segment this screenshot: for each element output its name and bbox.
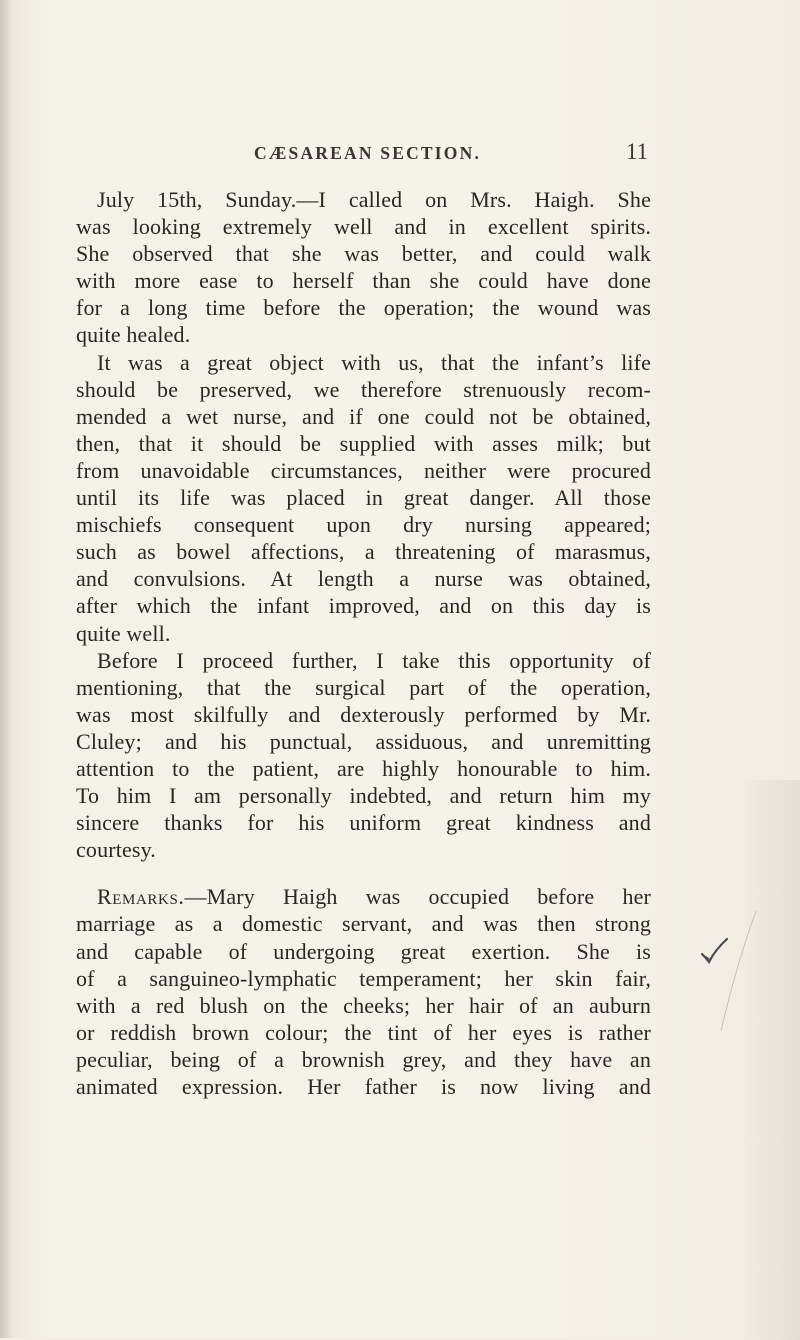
text-line: until its life was placed in great danger. All those [76,485,651,511]
running-title: CÆSAREAN SECTION. [254,143,482,163]
page-number: 11 [626,139,649,164]
text-line: with a red blush on the cheeks; her hair of an auburn [76,992,651,1018]
remarks-lead: Remarks. [97,884,185,910]
text-line: It was a great object with us, that the infant’s life [97,349,651,375]
text-line: from unavoidable circumstances, neither were procured [76,457,651,483]
body-text [76,186,651,1100]
text-line: Before I proceed further, I take this opportunity of [97,647,651,673]
pencil-stroke-icon [716,906,800,1036]
text-line: sincere thanks for his uniform great kindness and [76,810,651,836]
text-line: was most skilfully and dexterously performed by Mr. [76,701,651,727]
text-line: peculiar, being of a brownish grey, and they have an [76,1046,651,1072]
remarks-first-line: —Mary Haigh was occupied before her [184,884,651,910]
spine-shadow [0,0,14,1338]
text-line: She observed that she was better, and could walk [76,241,651,267]
text-line: attention to the patient, are highly honourable to him. [76,755,651,781]
text-line: of a sanguineo-lymphatic temperament; her skin fair, [76,965,651,991]
text-line: with more ease to herself than she could have done [76,268,651,294]
text-line: for a long time before the operation; the wound was [76,295,651,321]
text-line: or reddish brown colour; the tint of her eyes is rather [76,1019,651,1045]
text-line: then, that it should be supplied with asses milk; but [76,430,651,456]
text-line: courtesy. [76,837,156,863]
text-line: July 15th, Sunday.—I called on Mrs. Haigh. She [97,187,651,212]
text-line: after which the infant improved, and on this day is [76,593,651,619]
text-line: Cluley; and his punctual, assiduous, and unremitting [76,728,651,754]
text-line: mentioning, that the surgical part of the operation, [76,674,651,700]
text-line: was looking extremely well and in excellent spirits. [76,214,651,240]
text-line: animated expression. Her father is now living and [76,1074,651,1099]
text-line: mended a wet nurse, and if one could not be obtained, [76,403,651,429]
paragraph-gap [76,863,651,883]
text-line: marriage as a domestic servant, and was then strong [76,911,651,937]
checkmark-pen-icon [700,936,730,968]
text-line: mischiefs consequent upon dry nursing appeared; [76,512,651,538]
text-line: such as bowel affections, a threatening of marasmus, [76,539,651,565]
text-line: and convulsions. At length a nurse was obtained, [76,566,651,592]
text-line: quite healed. [76,322,191,348]
text-line [76,883,651,910]
text-line: quite well. [76,620,171,646]
text-line: should be preserved, we therefore strenuously recom- [76,376,651,402]
page-edge-shadow [740,780,800,1340]
running-header [230,139,670,167]
text-line: and capable of undergoing great exertion. She is [76,938,651,964]
text-line: To him I am personally indebted, and return him my [76,783,651,809]
